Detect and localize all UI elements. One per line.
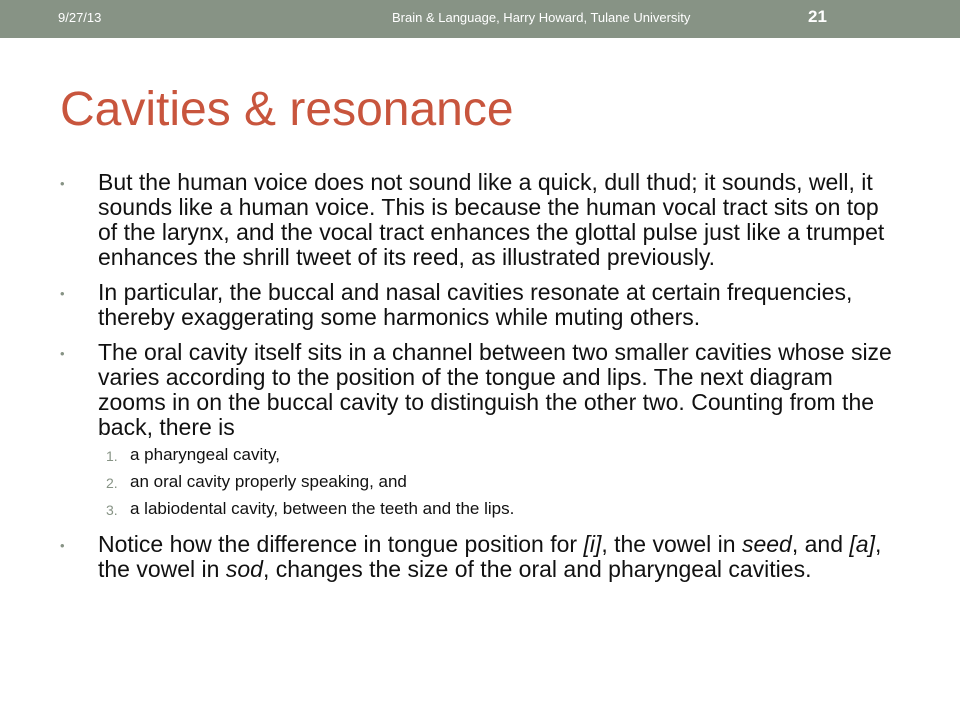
slide-number: 21 <box>808 7 827 26</box>
list-item-text: an oral cavity properly speaking, and <box>130 472 407 491</box>
list-number: 2. <box>106 475 118 491</box>
list-item <box>60 471 900 493</box>
bullet-dot-icon: • <box>60 286 65 301</box>
list-number: 3. <box>106 502 118 518</box>
list-item <box>60 498 900 520</box>
slide-date: 9/27/13 <box>58 10 102 25</box>
slide-footer: Brain & Language, Harry Howard, Tulane University <box>392 10 691 25</box>
word-seed: seed <box>741 531 792 557</box>
bullet-dot-icon: • <box>60 176 65 191</box>
numbered-list <box>60 444 900 520</box>
list-item <box>60 444 900 466</box>
slide-title: Cavities & resonance <box>60 83 514 136</box>
phonetic-symbol-i: [i] <box>583 531 602 557</box>
bullet-2 <box>60 280 900 330</box>
bullet-1 <box>60 170 900 270</box>
bullet-dot-icon: • <box>60 538 65 553</box>
bullet-4 <box>60 532 900 582</box>
bullet-dot-icon: • <box>60 346 65 361</box>
word-sod: sod <box>225 556 263 582</box>
list-item-text: a labiodental cavity, between the teeth and the lips. <box>130 499 515 518</box>
bullet-text: The oral cavity itself sits in a channel between two smaller cavities whose size varies according to the position of the tongue and lips. The next diagram zooms in on the buccal cavity to distinguish the other two. Counting from the back, there is <box>98 339 892 440</box>
slide-body <box>60 170 900 592</box>
bullet-text: In particular, the buccal and nasal cavities resonate at certain frequencies, thereby exaggerating some harmonics while muting others. <box>98 279 853 330</box>
list-number: 1. <box>106 448 118 464</box>
phonetic-symbol-a: [a] <box>849 531 875 557</box>
bullet-text: But the human voice does not sound like a quick, dull thud; it sounds, well, it sounds like a human voice. This is because the human vocal tract sits on top of the larynx, and the vocal tract enhances the glottal pulse just like a trumpet enhances the shrill tweet of its reed, as illustrated previously. <box>98 169 885 270</box>
bullet-3 <box>60 340 900 440</box>
header-bar <box>0 0 960 38</box>
bullet-text: Notice how the difference in tongue position for [i], the vowel in seed, and [a], the vowel in sod, changes the size of the oral and pharyngeal cavities. <box>98 531 882 582</box>
list-item-text: a pharyngeal cavity, <box>130 445 280 464</box>
